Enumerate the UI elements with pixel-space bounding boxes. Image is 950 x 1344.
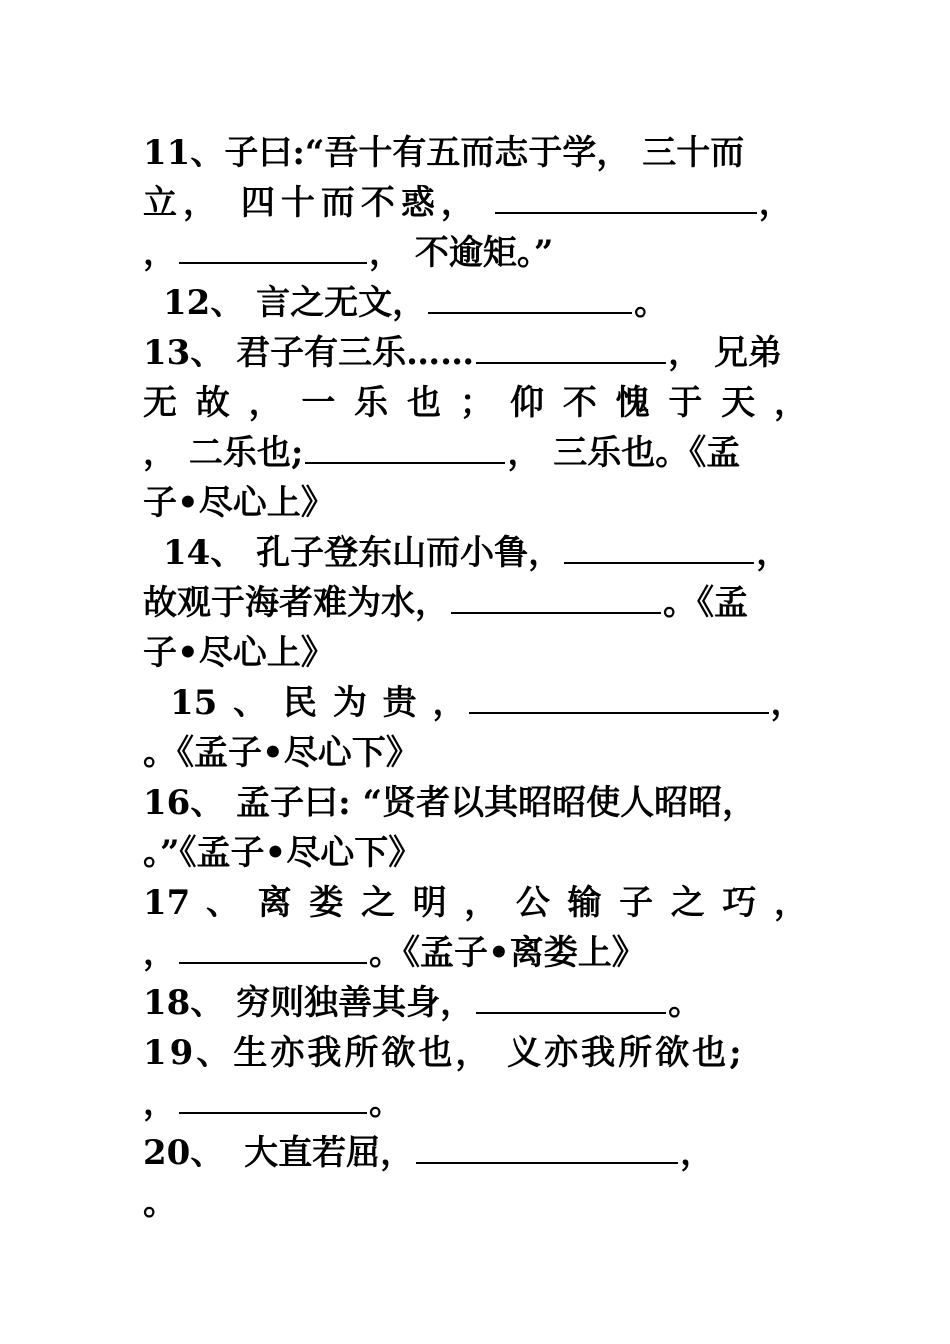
q13-source: 子•尽心上》 xyxy=(143,483,335,523)
q14-text: 故观于海者难为水， xyxy=(143,583,449,623)
q15-line-1 xyxy=(170,678,835,728)
q15-source: 。《孟子•尽心下》 xyxy=(143,733,420,773)
q18-text: 18、 穷则独善其身， xyxy=(143,983,475,1023)
q13-line-2 xyxy=(143,378,808,428)
q17-line-1 xyxy=(143,878,808,928)
answer-blank[interactable] xyxy=(416,1128,678,1164)
answer-blank[interactable] xyxy=(428,278,632,314)
answer-blank[interactable] xyxy=(179,228,367,264)
q20-punct: ， xyxy=(680,1133,715,1173)
q20-text: 20、 大直若屈， xyxy=(143,1133,415,1173)
answer-blank[interactable] xyxy=(495,178,757,214)
q18-line xyxy=(143,978,808,1028)
q11-text: 立， 四十而不惑， xyxy=(143,183,481,223)
q16-text: 16、 孟子曰: “贤者以其昭昭使人昭昭， xyxy=(143,783,757,823)
answer-blank[interactable] xyxy=(179,928,367,964)
q19-line-2 xyxy=(143,1078,808,1128)
q17-punct: ， xyxy=(143,933,177,973)
q11-text: 11、子曰:“吾十有五而志于学， 三十而 xyxy=(143,133,745,173)
q14-punct: ， xyxy=(756,533,791,573)
q15-text: 15 、 民 为 贵 ， xyxy=(170,683,467,723)
q15-line-2 xyxy=(143,728,808,778)
q14-source: 子•尽心上》 xyxy=(143,633,335,673)
q13-text: 无 故 ， 一 乐 也 ； 仰 不 愧 于 天 ， xyxy=(143,383,808,423)
q19-punct: ， xyxy=(143,1083,177,1123)
q11-line-3 xyxy=(143,228,808,278)
q14-text: 。《孟 xyxy=(663,583,748,623)
q19-line-1 xyxy=(143,1028,808,1078)
q12-punct: 。 xyxy=(634,283,669,323)
q13-text: ， 兄弟 xyxy=(668,333,782,373)
answer-blank[interactable] xyxy=(179,1078,367,1114)
q16-source: 。”《孟子•尽心下》 xyxy=(143,833,423,873)
q19-punct: 。 xyxy=(369,1083,403,1123)
q14-line-1 xyxy=(163,528,828,578)
q17-line-2 xyxy=(143,928,808,978)
q13-line-3 xyxy=(143,428,808,478)
q12-line xyxy=(163,278,828,328)
q17-text: 17 、 离 娄 之 明 ， 公 输 子 之 巧 ， xyxy=(143,883,808,923)
q11-punct: ， xyxy=(143,233,177,273)
q18-punct: 。 xyxy=(668,983,703,1023)
q11-text: ， 不逾矩。” xyxy=(369,233,554,273)
answer-blank[interactable] xyxy=(564,528,754,564)
q12-text: 12、 言之无文， xyxy=(163,283,427,323)
answer-blank[interactable] xyxy=(451,578,661,614)
q11-punct: ， xyxy=(758,183,793,223)
q20-line-2 xyxy=(143,1178,808,1228)
q11-line-2 xyxy=(143,178,808,228)
q17-source: 。《孟子•离娄上》 xyxy=(369,933,646,973)
q16-line-1 xyxy=(143,778,808,828)
q19-text: 19、生亦我所欲也， 义亦我所欲也; xyxy=(143,1033,745,1073)
answer-blank[interactable] xyxy=(476,978,666,1014)
q13-line-1 xyxy=(143,328,808,378)
answer-blank[interactable] xyxy=(305,428,505,464)
q13-text: ， 二乐也; xyxy=(143,433,304,473)
q15-punct: ， xyxy=(770,683,805,723)
q16-line-2 xyxy=(143,828,808,878)
q14-line-2 xyxy=(143,578,808,628)
q13-line-4 xyxy=(143,478,808,528)
q20-line-1 xyxy=(143,1128,808,1178)
q20-punct: 。 xyxy=(143,1183,177,1223)
q13-text: ， 三乐也。《孟 xyxy=(507,433,741,473)
q14-line-3 xyxy=(143,628,808,678)
q14-text: 14、 孔子登东山而小鲁， xyxy=(163,533,563,573)
answer-blank[interactable] xyxy=(476,328,666,364)
q13-text: 13、 君子有三乐…… xyxy=(143,333,475,373)
q11-line-1 xyxy=(143,128,808,178)
answer-blank[interactable] xyxy=(469,678,769,714)
